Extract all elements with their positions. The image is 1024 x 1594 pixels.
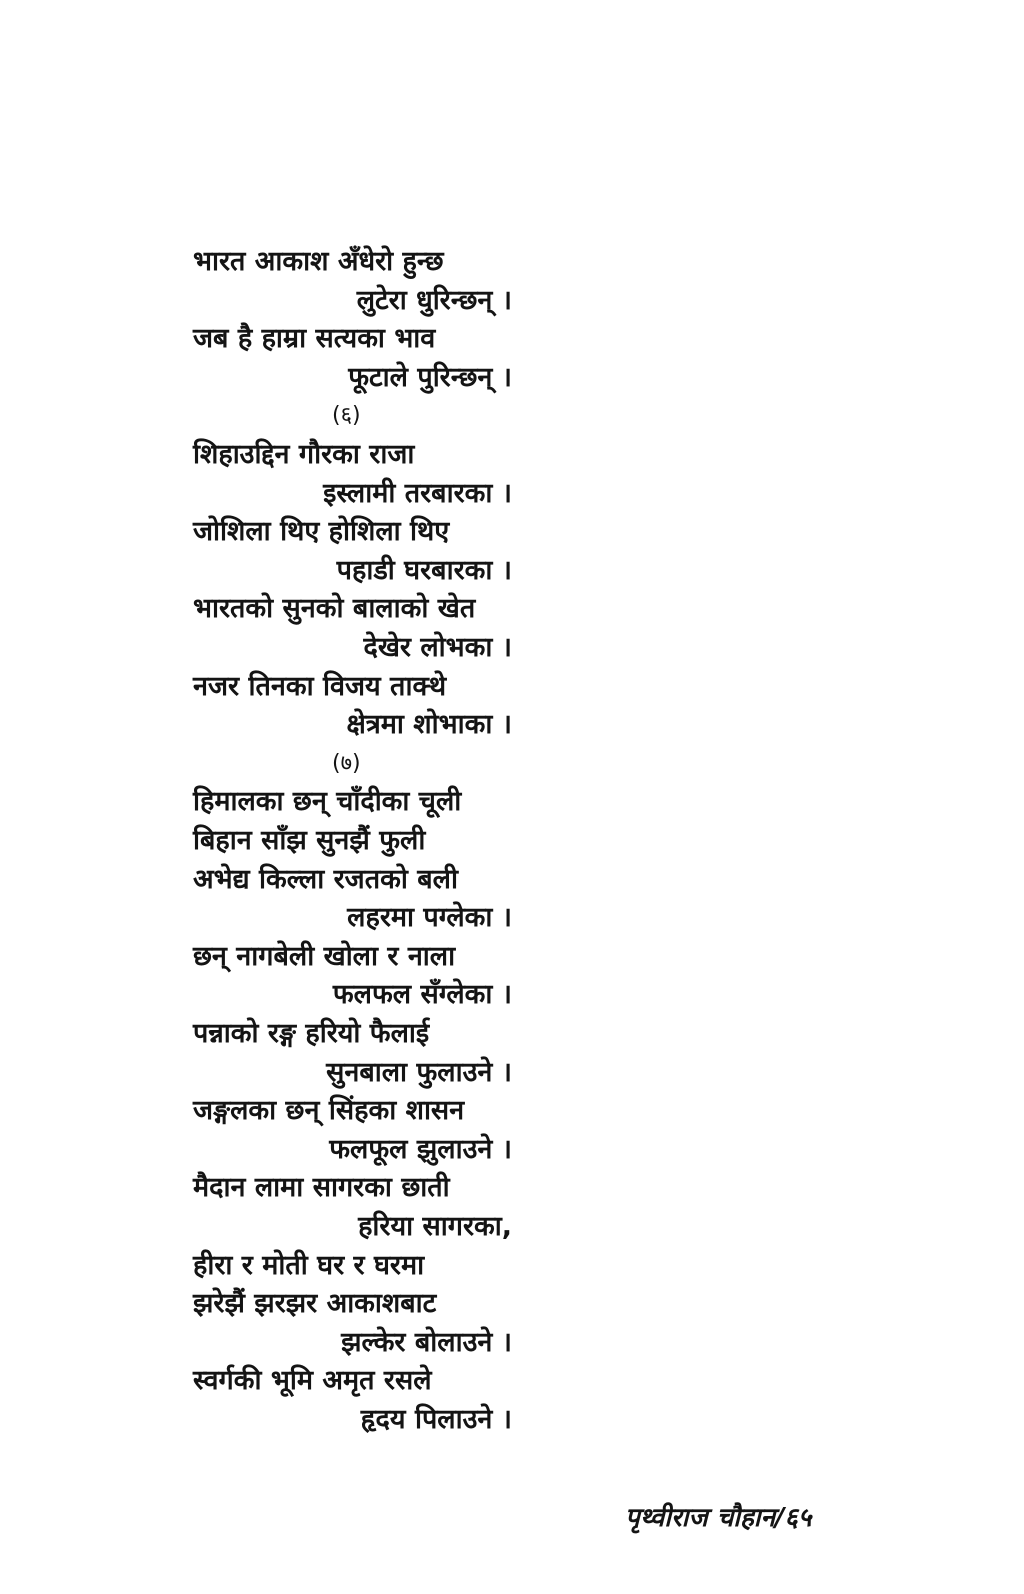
page-footer-title: पृथ्वीराज चौहान/६५ bbox=[625, 1503, 812, 1533]
poem-line: झरेझैं झरझर आकाशबाट bbox=[193, 1288, 437, 1320]
poem-line: भारत आकाश अँधेरो हुन्छ bbox=[193, 246, 444, 277]
poem-line: हरिया सागरका, bbox=[358, 1211, 512, 1242]
poem-line: भारतको सुनको बालाको खेत bbox=[193, 593, 476, 625]
poem-line: फलफल सँग्लेका । bbox=[332, 979, 512, 1011]
poem-line: क्षेत्रमा शोभाका । bbox=[346, 709, 512, 741]
running-footer bbox=[625, 1498, 811, 1534]
poem-line: स्वर्गकी भूमि अमृत रसले bbox=[193, 1365, 432, 1397]
poem-line: हृदय पिलाउने । bbox=[360, 1404, 512, 1435]
poem-line: लुटेरा धुरिन्छन् । bbox=[356, 284, 512, 316]
poem-line: जङ्गलका छन् सिंहका शासन bbox=[193, 1095, 465, 1127]
poem-line: फूटाले पुरिन्छन् । bbox=[348, 361, 512, 393]
poem-line: जोशिला थिए होशिला थिए bbox=[193, 516, 450, 548]
poem-line: लहरमा पग्लेका । bbox=[347, 902, 512, 934]
poem-line: पन्नाको रङ्ग हरियो फैलाई bbox=[193, 1018, 430, 1049]
poem-line: नजर तिनका विजय ताक्थे bbox=[193, 670, 447, 702]
poem-line: मैदान लामा सागरका छाती bbox=[193, 1172, 450, 1204]
poem-line: बिहान साँझ सुनझैं फुली bbox=[193, 825, 426, 856]
poem-line: सुनबाला फुलाउने । bbox=[326, 1056, 512, 1088]
poem-line: हिमालका छन् चाँदीका चूली bbox=[193, 786, 462, 818]
poem-line: हीरा र मोती घर र घरमा bbox=[193, 1249, 425, 1281]
poem-line: झल्केर बोलाउने । bbox=[341, 1326, 512, 1358]
section-number: (६) bbox=[332, 403, 361, 429]
poem-line: छन् नागबेली खोला र नाला bbox=[193, 940, 456, 972]
poem-line: देखेर लोभका । bbox=[363, 632, 512, 663]
poem-line: जब है हाम्रा सत्यका भाव bbox=[193, 323, 436, 355]
poem-line: फलफूल झुलाउने । bbox=[329, 1133, 512, 1165]
poem-line: शिहाउद्दिन गौरका राजा bbox=[193, 439, 415, 470]
poem-line: पहाडी घरबारका । bbox=[336, 554, 512, 586]
poem-line: इस्लामी तरबारका । bbox=[323, 477, 512, 509]
section-number: (७) bbox=[332, 750, 361, 776]
poem-line: अभेद्य किल्ला रजतको बली bbox=[193, 863, 458, 895]
